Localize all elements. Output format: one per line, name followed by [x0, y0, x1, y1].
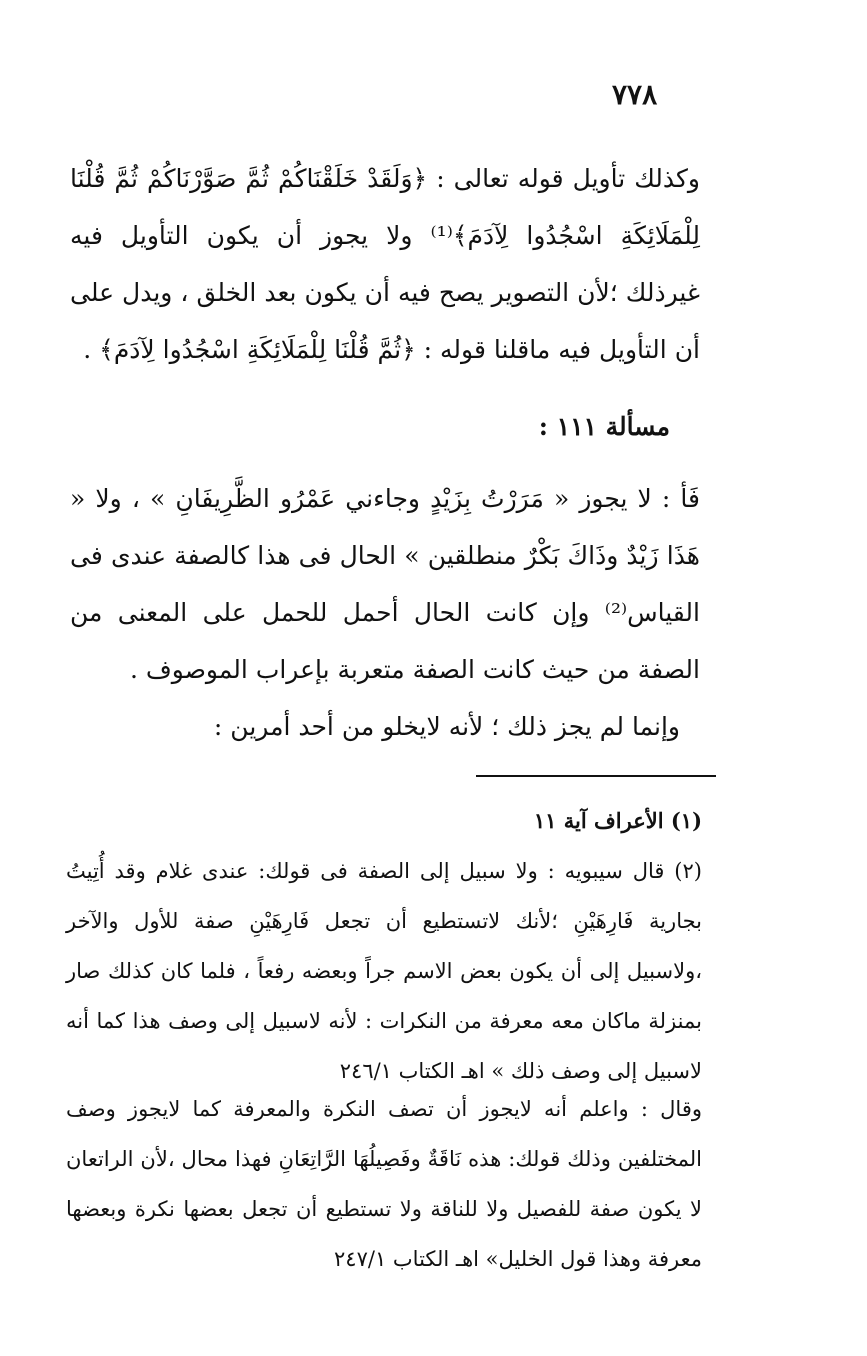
paragraph-quran-interpretation: وكذلك تأويل قوله تعالى : ﴿وَلَقَدْ خَلَقْنَاكُمْ ثُمَّ صَوَّرْنَاكُمْ ثُمَّ قُلْنَا لِلْمَلَائِكَةِ اسْجُدُوا لِآدَمَ﴾⁽¹⁾ ولا يجوز أن يكون التأويل فيه غيرذلك ؛لأن التصوير يصح فيه أن يكون بعد الخلق ، ويدل على أن التأويل فيه ماقلنا قوله : ﴿ثُمَّ قُلْنَا لِلْمَلَائِكَةِ اسْجُدُوا لِآدَمَ﴾ . — [70, 164, 701, 364]
footnote-2: (٢) قال سيبويه : ولا سبيل إلى الصفة فى قولك: عندى غلام وقد أُتِيتُ بجارية فَارِهَيْنِ ؛لأنك لاتستطيع أن تجعل فَارِهَيْنِ صفة للأول والآخر ،ولاسبيل إلى أن يكون بعض الاسم جراً وبعضه رفعاً ، فلما كان كذلك صار بمنزلة ماكان معه معرفة من النكرات : لأنه لاسبيل إلى وصف هذا كما أنه لاسبيل إلى وصف ذلك » اهـ الكتاب ٢٤٦/١ — [66, 859, 702, 1083]
paragraph-reason: وإنما لم يجز ذلك ؛ لأنه لايخلو من أحد أمرين : — [213, 712, 680, 741]
page-number: ٧٧٨ — [612, 78, 658, 111]
footnote-2-continued: وقال : واعلم أنه لايجوز أن تصف النكرة والمعرفة كما لايجوز وصف المختلفين وذلك قولك: هذه نَاقَةٌ وفَصِيلُهَا الرَّاتِعَانِ فهذا محال ،لأن الراتعان لا يكون صفة للفصيل ولا للناقة ولا تستطيع أن تجعل بعضها نكرة وبعضها معرفة وهذا قول الخليل» اهـ الكتاب ٢٤٧/١ — [66, 1097, 702, 1271]
paragraph-issue-111: فَأ : لا يجوز « مَرَرْتُ بِزَيْدٍ وجاءني عَمْرُو الظَّرِيفَانِ » ، ولا « هَذَا زَيْدٌ وذَاكَ بَكْرٌ منطلقين » الحال فى هذا كالصفة عندى فى القياس⁽²⁾ وإن كانت الحال أحمل للحمل على المعنى من الصفة من حيث كانت الصفة متعربة بإعراب الموصوف . — [70, 484, 700, 684]
footnote-separator — [476, 775, 716, 777]
issue-heading: مسألة ١١١ : — [538, 412, 670, 441]
footnote-1: (١) الأعراف آية ١١ — [533, 808, 702, 833]
